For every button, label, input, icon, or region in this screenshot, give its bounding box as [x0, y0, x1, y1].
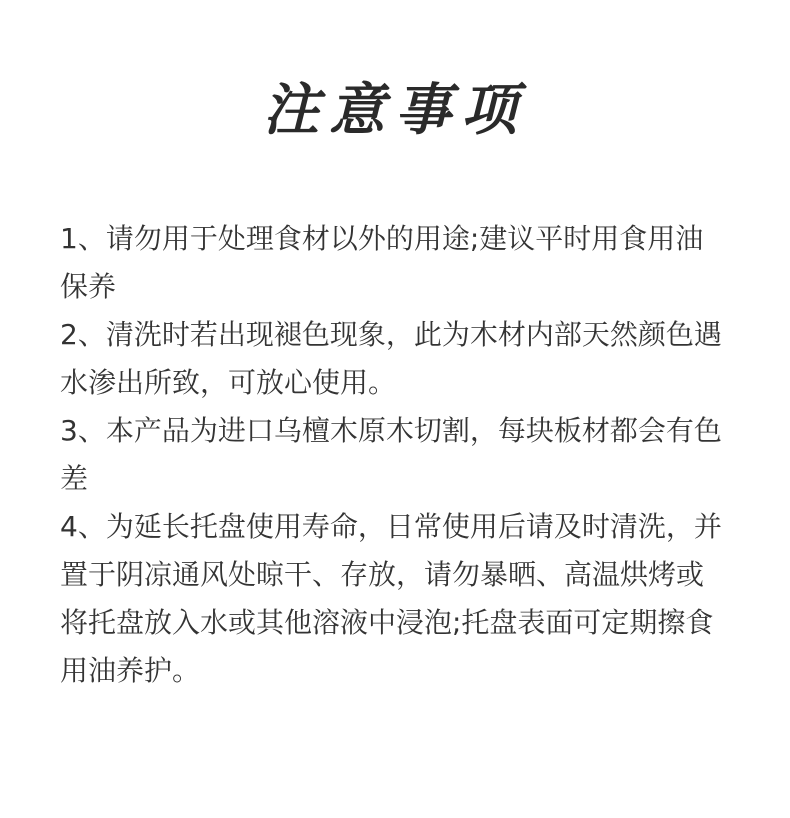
note-item-2: 2、清洗时若出现褪色现象，此为木材内部天然颜色遇水渗出所致，可放心使用。: [60, 318, 722, 399]
page-title: 注意事项: [263, 77, 527, 143]
note-item-3: 3、本产品为进口乌檀木原木切割，每块板材都会有色差: [60, 414, 722, 495]
note-item-1: 1、请勿用于处理食材以外的用途;建议平时用食用油保养: [60, 222, 704, 303]
note-item-4: 4、为延长托盘使用寿命，日常使用后请及时清洗，并置于阴凉通风处晾干、存放，请勿暴晒、高温烘烤或将托盘放入水或其他溶液中浸泡;托盘表面可定期擦食用油养护。: [60, 510, 722, 687]
notes-list: [60, 215, 730, 695]
